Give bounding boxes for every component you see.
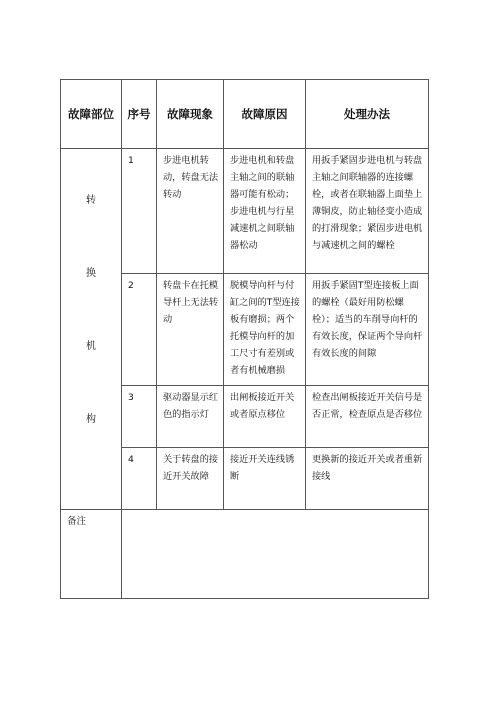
fault-table <box>60 79 429 599</box>
row-solution: 更换新的接近开关或者重新接线 <box>306 448 429 510</box>
note-label: 备注 <box>61 510 122 599</box>
row-symptom: 步进电机转动，转盘无法转动 <box>157 149 224 274</box>
row-symptom: 转盘卡在托模导杆上无法转动 <box>157 274 224 386</box>
row-solution: 检查出闸板接近开关信号是否正常，检查原点是否移位 <box>306 386 429 448</box>
row-symptom: 驱动器显示红色的指示灯 <box>157 386 224 448</box>
header-fault-location: 故障部位 <box>61 80 122 149</box>
header-number: 序号 <box>122 80 157 149</box>
table-row <box>61 149 429 274</box>
header-solution: 处理办法 <box>306 80 429 149</box>
row-solution: 用扳手紧固T型连接板上面的螺栓（最好用防松螺栓）；适当的车削导向杆的有效长度，保证两个导向杆有效长度的间隙 <box>306 274 429 386</box>
location-char: 构 <box>86 414 96 425</box>
row-number: 4 <box>122 448 157 510</box>
row-symptom: 关于转盘的接近开关故障 <box>157 448 224 510</box>
row-cause: 脱模导向杆与付缸之间的T型连接板有磨损；两个托模导向杆的加工尺寸有差别或者有机械磨损 <box>224 274 306 386</box>
row-solution: 用扳手紧固步进电机与转盘主轴之间联轴器的连接螺栓，或者在联轴器上面垫上薄铜皮，防止轴径变小造成的打滑现象；紧固步进电机与减速机之间的螺栓 <box>306 149 429 274</box>
row-cause: 步进电机和转盘主轴之间的联轴器可能有松动；步进电机与行星减速机之间联轴器松动 <box>224 149 306 274</box>
header-symptom: 故障现象 <box>157 80 224 149</box>
note-row <box>61 510 429 599</box>
row-number: 3 <box>122 386 157 448</box>
row-cause: 出闸板接近开关或者原点移位 <box>224 386 306 448</box>
fault-location-cell <box>61 149 122 510</box>
header-row <box>61 80 429 149</box>
header-cause: 故障原因 <box>224 80 306 149</box>
row-number: 1 <box>122 149 157 274</box>
note-content <box>122 510 429 599</box>
row-cause: 接近开关连线锈断 <box>224 448 306 510</box>
location-char: 换 <box>86 268 96 279</box>
location-char: 转 <box>86 195 96 206</box>
row-number: 2 <box>122 274 157 386</box>
location-char: 机 <box>86 341 96 352</box>
